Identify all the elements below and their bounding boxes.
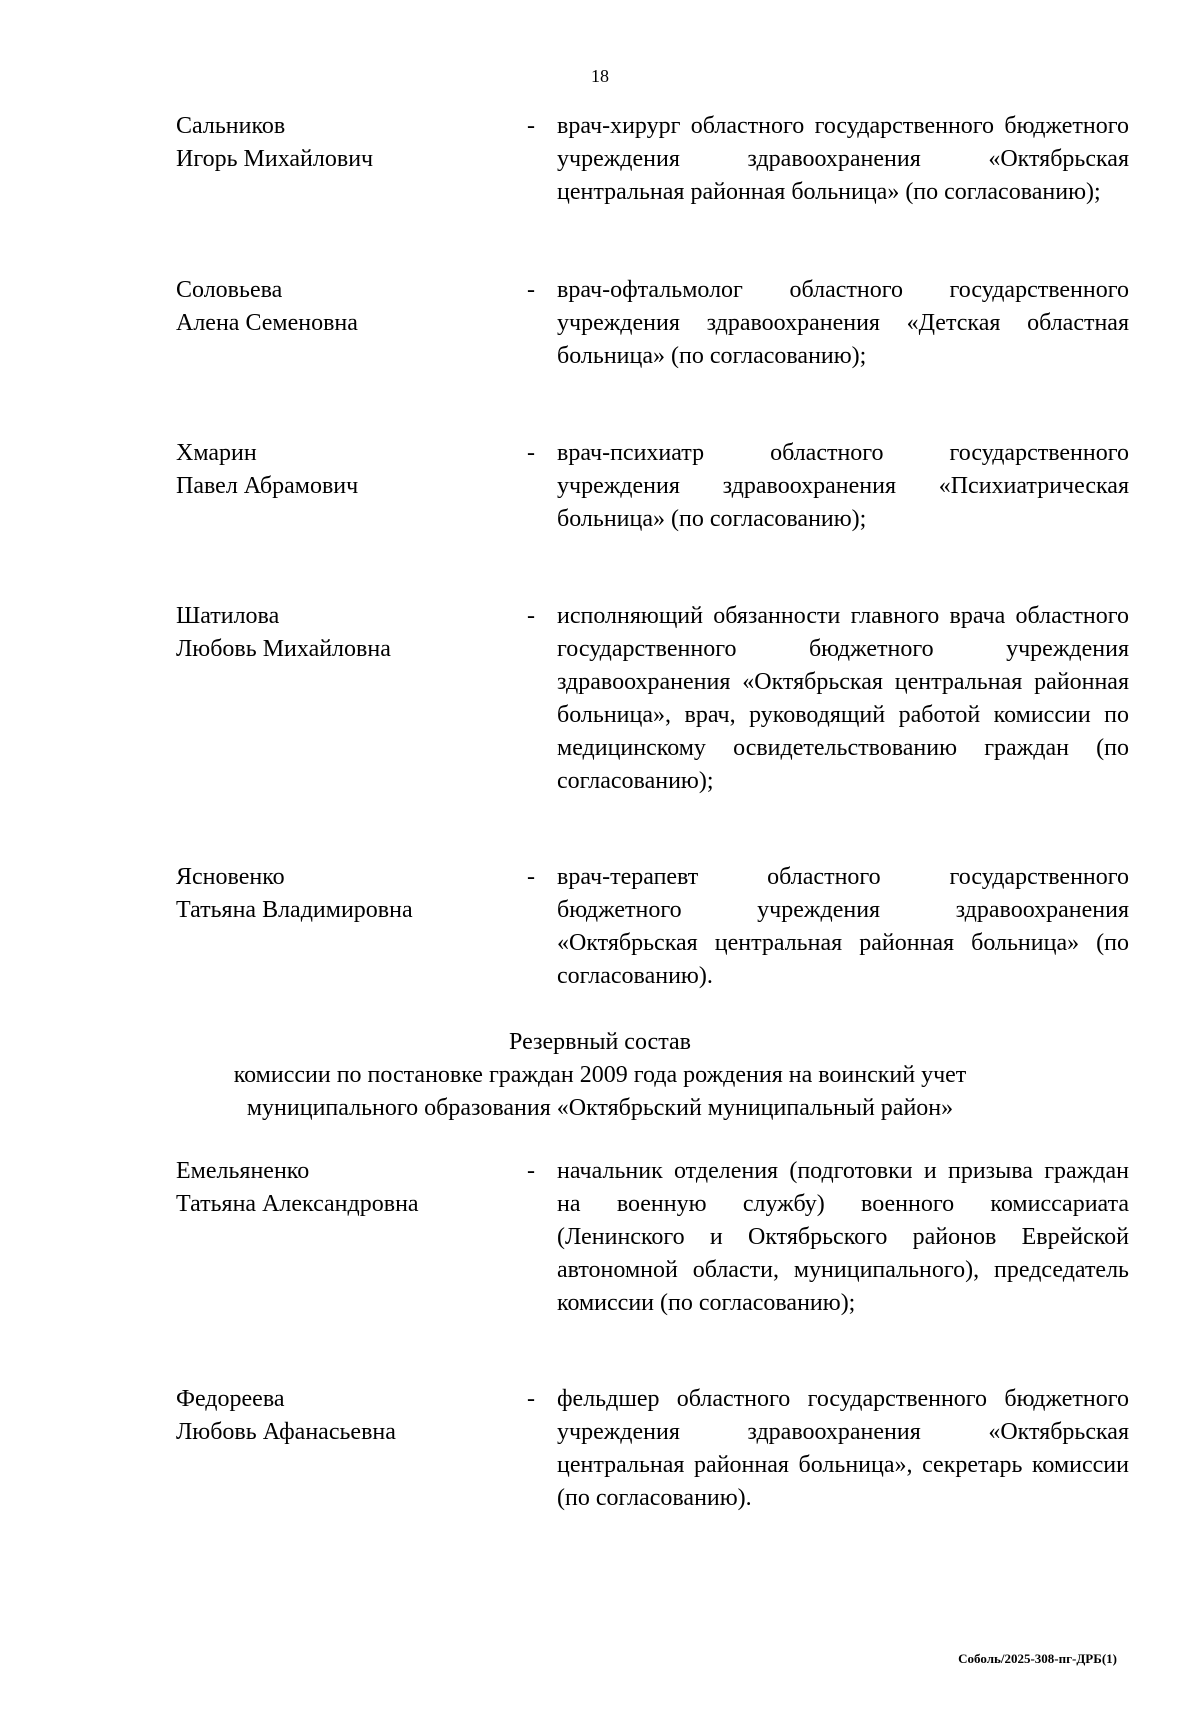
page-number: 18 xyxy=(591,66,609,86)
member-position: врач-психиатр областного государственного учреждения здравоохранения «Психиатрическая больница» (по согласованию); xyxy=(557,440,1129,532)
member-surname: Шатилова xyxy=(176,603,280,629)
entry-dash: - xyxy=(527,603,535,629)
entry-dash: - xyxy=(527,1158,535,1184)
member-given-name: Павел Абрамович xyxy=(176,473,359,499)
member-surname: Ясновенко xyxy=(176,864,285,890)
member-given-name: Любовь Афанасьевна xyxy=(176,1419,396,1445)
member-surname: Федореева xyxy=(176,1386,285,1412)
member-name xyxy=(176,600,506,666)
member-position: врач-офтальмолог областного государственного учреждения здравоохранения «Детская областная больница» (по согласованию); xyxy=(557,277,1129,369)
entry-dash: - xyxy=(527,1386,535,1412)
member-surname: Емельяненко xyxy=(176,1158,310,1184)
member-given-name: Любовь Михайловна xyxy=(176,636,391,662)
member-position: врач-терапевт областного государственного бюджетного учреждения здравоохранения «Октябрьская центральная районная больница» (по согласованию). xyxy=(557,864,1129,989)
member-position: исполняющий обязанности главного врача областного государственного бюджетного учреждения здравоохранения «Октябрьская центральная районная больница», врач, руководящий работой комиссии по медицинскому освидетельствованию граждан (по согласованию); xyxy=(557,603,1129,794)
member-name xyxy=(176,1155,506,1221)
member-given-name: Татьяна Александровна xyxy=(176,1191,419,1217)
member-name xyxy=(176,1383,506,1449)
member-surname: Соловьева xyxy=(176,277,283,303)
heading-subtitle-line: комиссии по постановке граждан 2009 года рождения на воинский учет xyxy=(233,1062,967,1088)
member-name xyxy=(176,274,506,340)
member-name xyxy=(176,861,506,927)
member-position: фельдшер областного государственного бюджетного учреждения здравоохранения «Октябрьская центральная районная больница», секретарь комиссии (по согласованию). xyxy=(557,1386,1129,1511)
member-position: начальник отделения (подготовки и призыва граждан на военную службу) военного комиссариата (Ленинского и Октябрьского районов Еврейской автономной области, муниципального), председатель комиссии (по согласованию); xyxy=(557,1158,1129,1316)
member-surname: Хмарин xyxy=(176,440,257,466)
member-given-name: Татьяна Владимировна xyxy=(176,897,413,923)
heading-subtitle-line: муниципального образования «Октябрьский муниципальный район» xyxy=(246,1095,954,1121)
entry-dash: - xyxy=(527,864,535,890)
member-given-name: Игорь Михайлович xyxy=(176,146,374,172)
entry-dash: - xyxy=(527,277,535,303)
entry-dash: - xyxy=(527,113,535,139)
reserve-composition-heading xyxy=(0,1026,1200,1125)
document-code: Соболь/2025-308-пг-ДРБ(1) xyxy=(958,1651,1117,1666)
member-name xyxy=(176,437,506,503)
member-position: врач-хирург областного государственного бюджетного учреждения здравоохранения «Октябрьская центральная районная больница» (по согласованию); xyxy=(557,113,1129,205)
member-name xyxy=(176,110,506,176)
member-surname: Сальников xyxy=(176,113,286,139)
entry-dash: - xyxy=(527,440,535,466)
heading-title: Резервный состав xyxy=(509,1029,691,1055)
member-given-name: Алена Семеновна xyxy=(176,310,358,336)
